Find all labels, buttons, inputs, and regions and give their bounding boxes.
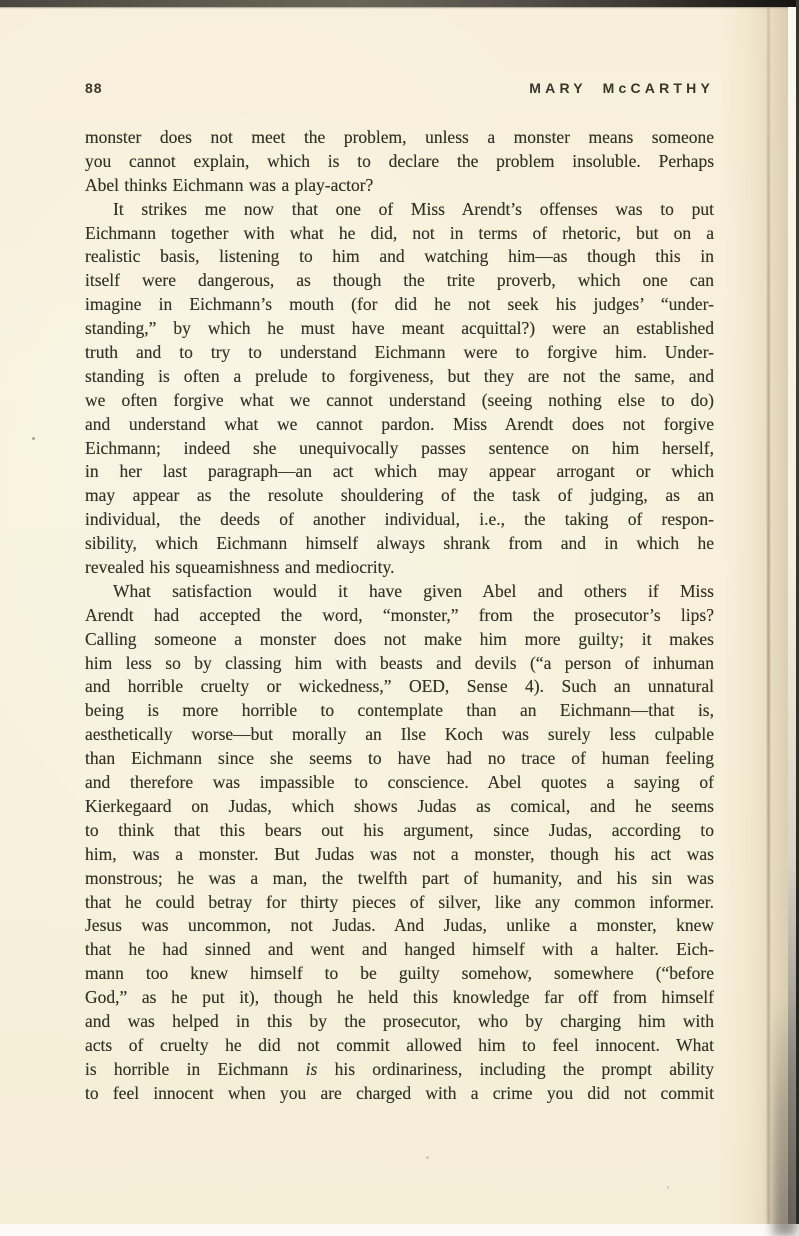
scan-speck: [426, 1156, 429, 1159]
scan-speck: [32, 437, 35, 440]
page-crease-line: [767, 7, 770, 1224]
text-line: Calling someone a monster does not make him more guilty; it makes: [85, 628, 714, 649]
text-line: monstrous; he was a man, the twelfth part of humanity, and his sin was: [85, 867, 714, 888]
text-line: aesthetically worse—but morally an Ilse Koch was surely less culpable: [85, 724, 714, 745]
scan-speck: [667, 1186, 669, 1189]
paragraph: [85, 126, 714, 198]
text-line: and was helped in this by the prosecutor, who by charging him with: [85, 1010, 714, 1031]
text-line: realistic basis, listening to him and watching him—as though this in: [85, 246, 714, 267]
text-line: revealed his squeamishness and mediocrity.: [85, 557, 395, 578]
text-line: and horrible cruelty or wickedness,” OED, Sense 4). Such an unnatural: [85, 676, 714, 697]
text-line: him, was a monster. But Judas was not a monster, though his act was: [85, 843, 714, 864]
text-line: Kierkegaard on Judas, which shows Judas as comical, and he seems: [85, 795, 714, 816]
text-line: him less so by classing him with beasts and devils (“a person of inhuman: [85, 652, 714, 673]
text-line: than Eichmann since she seems to have had no trace of human feeling: [85, 748, 714, 769]
text-line: to feel innocent when you are charged with a crime you did not commit: [85, 1082, 714, 1103]
text-line: individual, the deeds of another individual, i.e., the taking of respon-: [85, 509, 714, 530]
text-line: is horrible in Eichmann is his ordinariness, including the prompt ability: [85, 1058, 714, 1079]
text-block: [85, 126, 714, 1106]
text-line: that he could betray for thirty pieces of silver, like any common informer.: [85, 891, 714, 912]
page-edge-highlight: [788, 7, 796, 1224]
text-line: Eichmann together with what he did, not in terms of rhetoric, but on a: [85, 222, 714, 243]
corner-shadow: [773, 996, 797, 1236]
text-line: sibility, which Eichmann himself always shrank from and in which he: [85, 533, 714, 554]
text-line: standing,” by which he must have meant acquittal?) were an established: [85, 318, 714, 339]
text-line: mann too knew himself to be guilty somehow, somewhere (“before: [85, 963, 714, 984]
text-line: standing is often a prelude to forgiveness, but they are not the same, and: [85, 365, 714, 386]
text-line: Abel thinks Eichmann was a play-actor?: [85, 174, 374, 195]
paragraph: [85, 198, 714, 580]
text-line: What satisfaction would it have given Abel and others if Miss: [113, 580, 714, 601]
paragraph: [85, 580, 714, 1106]
text-line: being is more horrible to contemplate than an Eichmann—that is,: [85, 700, 714, 721]
page-header: [85, 80, 714, 98]
text-line: that he had sinned and went and hanged himself with a halter. Eich-: [85, 939, 714, 960]
text-line: in her last paragraph—an act which may appear arrogant or which: [85, 461, 714, 482]
page-number: 88: [85, 80, 103, 96]
text-line: we often forgive what we cannot understand (seeing nothing else to do): [85, 389, 714, 410]
text-line: God,” as he put it), though he held this knowledge far off from himself: [85, 987, 714, 1008]
text-line: and therefore was impassible to conscience. Abel quotes a saying of: [85, 772, 714, 793]
text-line: and understand what we cannot pardon. Miss Arendt does not forgive: [85, 413, 714, 434]
text-line: It strikes me now that one of Miss Arendt’s offenses was to put: [113, 198, 714, 219]
text-line: itself were dangerous, as though the trite proverb, which one can: [85, 270, 714, 291]
text-line: acts of cruelty he did not commit allowed him to feel innocent. What: [85, 1034, 714, 1055]
text-line: truth and to try to understand Eichmann were to forgive him. Under-: [85, 342, 714, 363]
text-line: Eichmann; indeed she unequivocally passes sentence on him herself,: [85, 437, 714, 458]
text-line: to think that this bears out his argument, since Judas, according to: [85, 819, 714, 840]
running-header: MARY McCARTHY: [529, 80, 714, 96]
text-line: Arendt had accepted the word, “monster,” from the prosecutor’s lips?: [85, 604, 714, 625]
text-line: monster does not meet the problem, unless a monster means someone: [85, 127, 714, 147]
text-line: you cannot explain, which is to declare the problem insoluble. Perhaps: [85, 150, 714, 171]
text-line: imagine in Eichmann’s mouth (for did he not seek his judges’ “under-: [85, 294, 714, 315]
scan-top-edge: [0, 0, 799, 7]
text-line: Jesus was uncommon, not Judas. And Judas, unlike a monster, knew: [85, 915, 714, 936]
page-curl-shading: [721, 7, 799, 1224]
text-line: may appear as the resolute shouldering of the task of judging, as an: [85, 485, 714, 506]
